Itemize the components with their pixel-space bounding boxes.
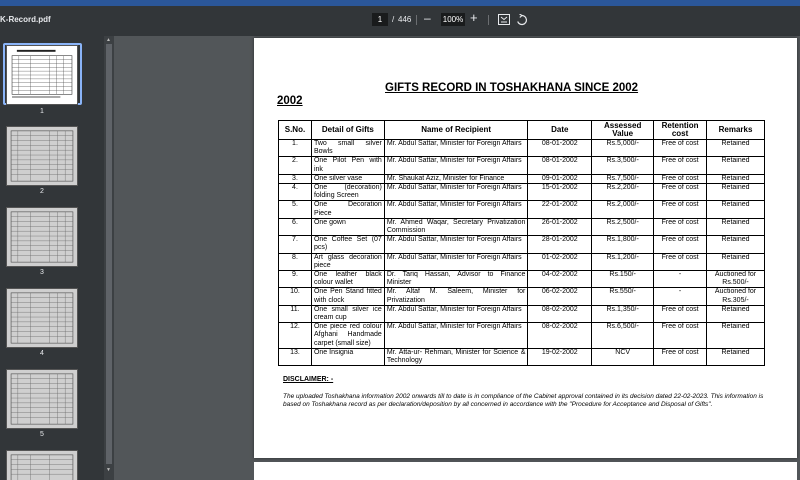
col-header-recipient: Name of Recipient — [384, 121, 528, 140]
cell-recipient: Mr. Abdul Sattar, Minister for Foreign Affairs — [384, 323, 528, 349]
page-total: 446 — [398, 15, 412, 24]
cell-value: Rs.2,500/- — [592, 218, 654, 235]
cell-detail: Art glass decoration piece — [311, 253, 384, 270]
thumbnail-page-2[interactable] — [6, 126, 78, 186]
cell-recipient: Mr. Abdul Sattar, Minister for Foreign Affairs — [384, 184, 528, 201]
cell-value: Rs.1,800/- — [592, 236, 654, 253]
cell-detail: One piece red colour Afghani Handmade carpet (small size) — [311, 323, 384, 349]
cell-remarks: Retained — [707, 253, 765, 270]
cell-remarks: Retained — [707, 348, 765, 365]
cell-sno: 5. — [279, 201, 312, 218]
document-title: GIFTS RECORD IN TOSHAKHANA SINCE 2002 — [385, 82, 639, 94]
cell-sno: 4. — [279, 184, 312, 201]
cell-detail: One silver vase — [311, 174, 384, 183]
cell-value: Rs.550/- — [592, 288, 654, 305]
scroll-up-arrow-icon[interactable]: ▲ — [106, 37, 111, 43]
scroll-down-arrow-icon[interactable]: ▼ — [106, 467, 111, 473]
cell-value: Rs.3,500/- — [592, 157, 654, 174]
cell-retention: Free of cost — [654, 184, 707, 201]
cell-detail: One Insignia — [311, 348, 384, 365]
table-row — [279, 323, 765, 349]
cell-date: 19-02-2002 — [528, 348, 592, 365]
thumbnail-page-4[interactable] — [6, 288, 78, 348]
cell-recipient: Mr. Abdul Sattar, Minister for Foreign Affairs — [384, 140, 528, 157]
table-row — [279, 184, 765, 201]
table-row — [279, 157, 765, 174]
cell-value: Rs.1,350/- — [592, 305, 654, 322]
cell-date: 09-01-2002 — [528, 174, 592, 183]
table-header-row — [279, 121, 765, 140]
cell-remarks: Retained — [707, 218, 765, 235]
cell-sno: 8. — [279, 253, 312, 270]
cell-sno: 1. — [279, 140, 312, 157]
cell-date: 26-01-2002 — [528, 218, 592, 235]
toolbar-divider — [488, 15, 489, 25]
cell-detail: One gown — [311, 218, 384, 235]
col-header-value: Assessed Value — [592, 121, 654, 140]
cell-recipient: Mr. Abdul Sattar, Minister for Foreign Affairs — [384, 236, 528, 253]
thumbnail-page-1[interactable] — [6, 45, 78, 105]
cell-recipient: Dr. Tariq Hassan, Advisor to Finance Minister — [384, 271, 528, 288]
cell-sno: 6. — [279, 218, 312, 235]
thumbnail-number: 1 — [40, 108, 44, 115]
cell-retention: Free of cost — [654, 253, 707, 270]
cell-recipient: Mr. Shaukat Aziz, Minister for Finance — [384, 174, 528, 183]
cell-remarks: Retained — [707, 201, 765, 218]
cell-retention: Free of cost — [654, 157, 707, 174]
cell-detail: One leather black colour wallet — [311, 271, 384, 288]
table-row — [279, 253, 765, 270]
zoom-in-button[interactable]: + — [470, 10, 478, 25]
cell-recipient: Mr. Abdul Sattar, Minister for Foreign Affairs — [384, 157, 528, 174]
page-separator: / — [392, 15, 395, 24]
table-row — [279, 271, 765, 288]
sidebar-scroll-thumb[interactable] — [106, 44, 112, 464]
cell-date: 15-01-2002 — [528, 184, 592, 201]
thumbnail-number: 4 — [40, 350, 44, 357]
cell-value: Rs.6,500/- — [592, 323, 654, 349]
cell-date: 01-02-2002 — [528, 253, 592, 270]
thumbnail-sidebar — [0, 36, 104, 480]
toolbar-divider — [416, 15, 417, 25]
zoom-level-input[interactable]: 100% — [442, 15, 464, 24]
thumbnail-page-5[interactable] — [6, 369, 78, 429]
table-row — [279, 140, 765, 157]
cell-sno: 9. — [279, 271, 312, 288]
cell-retention: Free of cost — [654, 218, 707, 235]
col-header-sno: S.No. — [279, 121, 312, 140]
cell-remarks: Retained — [707, 184, 765, 201]
cell-detail: One (decoration) folding Screen — [311, 184, 384, 201]
table-row — [279, 201, 765, 218]
cell-recipient: Mr. Atta-ur- Rehman, Minister for Science & Technology — [384, 348, 528, 365]
cell-remarks: Auctioned for Rs.500/- — [707, 271, 765, 288]
cell-date: 08-02-2002 — [528, 323, 592, 349]
cell-detail: Two small silver Bowls — [311, 140, 384, 157]
cell-retention: Free of cost — [654, 174, 707, 183]
thumbnail-number: 5 — [40, 431, 44, 438]
cell-remarks: Retained — [707, 323, 765, 349]
cell-date: 22-01-2002 — [528, 201, 592, 218]
table-row — [279, 348, 765, 365]
cell-date: 08-01-2002 — [528, 140, 592, 157]
cell-detail: One Decoration Piece — [311, 201, 384, 218]
zoom-out-button[interactable]: – — [424, 11, 431, 25]
thumbnail-number: 2 — [40, 188, 44, 195]
cell-date: 08-01-2002 — [528, 157, 592, 174]
cell-retention: Free of cost — [654, 140, 707, 157]
table-row — [279, 218, 765, 235]
cell-recipient: Mr. Ahmed Waqar, Secretary Privatization Commission — [384, 218, 528, 235]
table-row — [279, 236, 765, 253]
cell-sno: 3. — [279, 174, 312, 183]
cell-sno: 12. — [279, 323, 312, 349]
pdf-page — [254, 38, 797, 458]
disclaimer-text: The uploaded Toshakhana information 2002 onwards till to date is in compliance of the Cabinet approval contained in its decision dated 22-02-2023. This information is based on Toshakhana record as per declaration/deposition by all concerned in accordance with the "Procedure for Acceptance and Disposal of Gifts". — [283, 393, 764, 408]
cell-retention: - — [654, 271, 707, 288]
col-header-date: Date — [528, 121, 592, 140]
cell-remarks: Retained — [707, 174, 765, 183]
cell-recipient: Mr. Abdul Sattar, Minister for Foreign Affairs — [384, 253, 528, 270]
table-row — [279, 288, 765, 305]
cell-date: 06-02-2002 — [528, 288, 592, 305]
cell-remarks: Retained — [707, 305, 765, 322]
fit-page-icon[interactable] — [498, 14, 510, 25]
cell-value: Rs.7,500/- — [592, 174, 654, 183]
rotate-icon[interactable] — [516, 14, 528, 26]
cell-remarks: Retained — [707, 157, 765, 174]
cell-value: NCV — [592, 348, 654, 365]
file-title: K-Record.pdf — [0, 15, 51, 24]
cell-detail: One small silver ice cream cup — [311, 305, 384, 322]
cell-date: 28-01-2002 — [528, 236, 592, 253]
cell-retention: Free of cost — [654, 323, 707, 349]
cell-value: Rs.2,200/- — [592, 184, 654, 201]
cell-remarks: Retained — [707, 140, 765, 157]
cell-sno: 2. — [279, 157, 312, 174]
pdf-toolbar — [0, 6, 800, 36]
cell-retention: Free of cost — [654, 201, 707, 218]
cell-sno: 13. — [279, 348, 312, 365]
cell-detail: One Pen Stand fitted with clock — [311, 288, 384, 305]
cell-recipient: Mr. Abdul Sattar, Minister for Foreign Affairs — [384, 305, 528, 322]
cell-detail: One Pilot Pen with ink — [311, 157, 384, 174]
cell-value: Rs.150/- — [592, 271, 654, 288]
cell-retention: Free of cost — [654, 236, 707, 253]
cell-retention: - — [654, 288, 707, 305]
cell-sno: 7. — [279, 236, 312, 253]
cell-retention: Free of cost — [654, 348, 707, 365]
cell-sno: 11. — [279, 305, 312, 322]
cell-date: 08-02-2002 — [528, 305, 592, 322]
thumbnail-page-3[interactable] — [6, 207, 78, 267]
col-header-remarks: Remarks — [707, 121, 765, 140]
gifts-table — [278, 120, 765, 366]
cell-remarks: Auctioned for Rs.305/- — [707, 288, 765, 305]
thumbnail-number: 3 — [40, 269, 44, 276]
cell-date: 04-02-2002 — [528, 271, 592, 288]
page-number-input[interactable]: 1 — [372, 13, 388, 26]
cell-detail: One Coffee Set (07 pcs) — [311, 236, 384, 253]
cell-value: Rs.5,000/- — [592, 140, 654, 157]
table-row — [279, 174, 765, 183]
cell-recipient: Mr. Altaf M. Saleem, Minister for Privatization — [384, 288, 528, 305]
col-header-detail: Detail of Gifts — [311, 121, 384, 140]
document-year: 2002 — [277, 95, 303, 107]
cell-retention: Free of cost — [654, 305, 707, 322]
cell-sno: 10. — [279, 288, 312, 305]
col-header-retention: Retention cost — [654, 121, 707, 140]
cell-value: Rs.1,200/- — [592, 253, 654, 270]
pdf-page-next — [254, 462, 797, 480]
cell-value: Rs.2,000/- — [592, 201, 654, 218]
disclaimer-label: DISCLAIMER: - — [283, 376, 334, 383]
thumbnail-page-6[interactable] — [6, 450, 78, 480]
cell-recipient: Mr. Abdul Sattar, Minister for Foreign Affairs — [384, 201, 528, 218]
cell-remarks: Retained — [707, 236, 765, 253]
table-row — [279, 305, 765, 322]
